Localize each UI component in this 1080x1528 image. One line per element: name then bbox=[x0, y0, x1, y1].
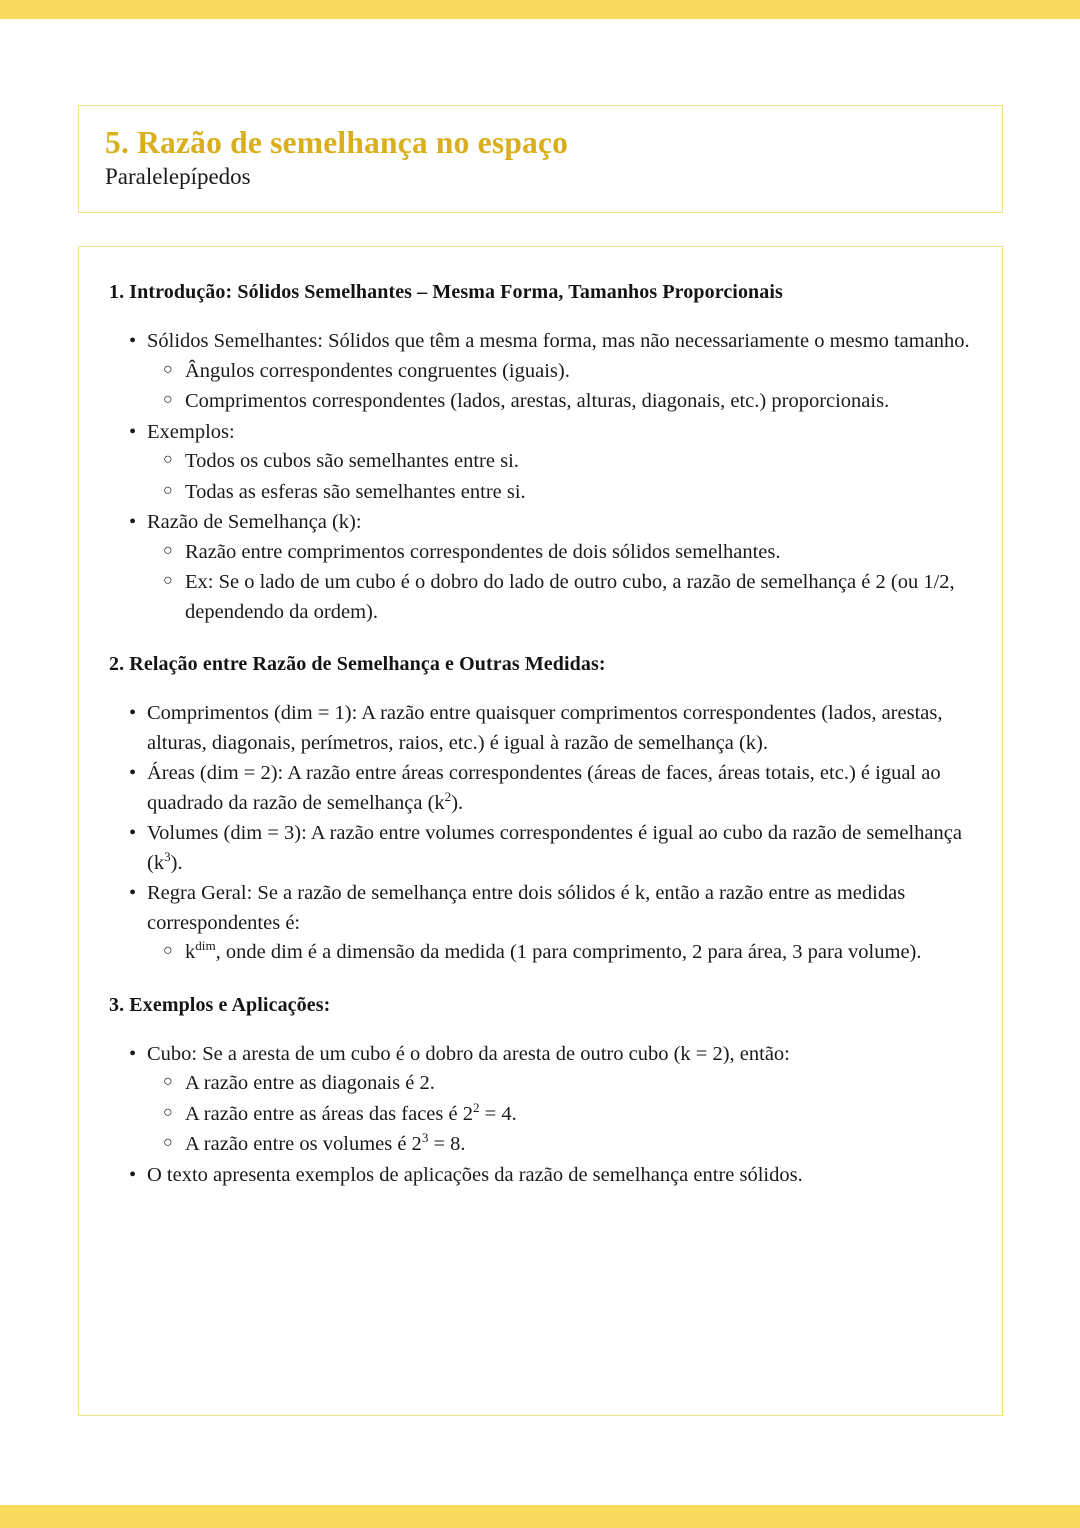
sub-list-item bbox=[147, 568, 972, 627]
bullet-marker-icon: • bbox=[129, 882, 137, 905]
bullet-list bbox=[109, 327, 972, 627]
bullet-marker-icon: • bbox=[129, 511, 137, 534]
section-heading: 3. Exemplos e Aplicações: bbox=[109, 993, 331, 1016]
content-card bbox=[78, 246, 1003, 1416]
sub-list-item-text: A razão entre os volumes é $2^3 = 8$. bbox=[185, 1130, 466, 1156]
list-item-text: Comprimentos (dim = 1): A razão entre quaisquer comprimentos correspondentes (lados, arestas, alturas, diagonais, perímetros, raios, etc.) é igual à razão de semelhança (k). bbox=[147, 702, 943, 754]
sub-list-item-text: Todos os cubos são semelhantes entre si. bbox=[185, 450, 519, 473]
list-item-text: O texto apresenta exemplos de aplicações da razão de semelhança entre sólidos. bbox=[147, 1163, 803, 1186]
bullet-marker-icon: • bbox=[129, 822, 137, 845]
top-accent-band bbox=[0, 0, 1080, 19]
list-item bbox=[109, 699, 972, 758]
list-item-text: Exemplos: bbox=[147, 420, 235, 443]
sub-list-item bbox=[147, 478, 972, 508]
sub-list-item bbox=[147, 1100, 972, 1130]
sub-list-item-text: Ângulos correspondentes congruentes (iguais). bbox=[185, 359, 570, 382]
sub-bullet-marker-icon: ○ bbox=[163, 481, 173, 499]
sub-list-item-text: Todas as esferas são semelhantes entre si. bbox=[185, 480, 526, 503]
list-item-text: Volumes (dim = 3): A razão entre volumes correspondentes é igual ao cubo da razão de semelhança $(k^3)$. bbox=[147, 822, 962, 874]
bullet-marker-icon: • bbox=[129, 330, 137, 352]
sub-bullet-marker-icon: ○ bbox=[163, 1134, 173, 1152]
sub-bullet-list bbox=[147, 938, 972, 968]
list-item-text: Cubo: Se a aresta de um cubo é o dobro da aresta de outro cubo (k = 2), então: bbox=[147, 1042, 790, 1065]
sub-list-item-text: Comprimentos correspondentes (lados, arestas, alturas, diagonais, etc.) proporcionais. bbox=[185, 390, 890, 413]
sub-list-item-text: A razão entre as diagonais é 2. bbox=[185, 1072, 435, 1095]
list-item bbox=[109, 327, 972, 417]
sub-list-item bbox=[147, 1069, 972, 1099]
bottom-accent-band bbox=[0, 1505, 1080, 1528]
bullet-marker-icon: • bbox=[129, 1042, 137, 1065]
sub-bullet-list bbox=[147, 538, 972, 628]
list-item bbox=[109, 819, 972, 878]
sub-bullet-marker-icon: ○ bbox=[163, 360, 173, 378]
sub-list-item-text: A razão entre as áreas das faces é $2^2 = 4$. bbox=[185, 1100, 517, 1125]
sub-list-item bbox=[147, 538, 972, 568]
sub-list-item bbox=[147, 447, 972, 477]
list-item-text: Sólidos Semelhantes: Sólidos que têm a mesma forma, mas não necessariamente o mesmo tamanho. bbox=[147, 330, 970, 352]
page-title: 5. Razão de semelhança no espaço bbox=[105, 125, 569, 160]
sub-list-item bbox=[147, 938, 972, 968]
bullet-marker-icon: • bbox=[129, 762, 137, 785]
bullet-list bbox=[109, 1040, 972, 1191]
section bbox=[109, 651, 972, 968]
sub-bullet-marker-icon: ○ bbox=[163, 1103, 173, 1121]
list-item-text: Regra Geral: Se a razão de semelhança entre dois sólidos é k, então a razão entre as medidas correspondentes é: bbox=[147, 882, 906, 934]
list-item bbox=[109, 1161, 972, 1191]
bullet-marker-icon: • bbox=[129, 702, 137, 725]
sections-container bbox=[109, 279, 972, 1190]
sub-list-item-text: $k^{dim}$, onde dim é a dimensão da medida (1 para comprimento, 2 para área, 3 para volume). bbox=[185, 938, 922, 964]
section-heading: 1. Introdução: Sólidos Semelhantes – Mesma Forma, Tamanhos Proporcionais bbox=[109, 281, 783, 303]
list-item-text: Razão de Semelhança (k): bbox=[147, 511, 362, 534]
sub-bullet-list bbox=[147, 1069, 972, 1160]
sub-bullet-marker-icon: ○ bbox=[163, 572, 173, 590]
sub-list-item-text: Ex: Se o lado de um cubo é o dobro do lado de outro cubo, a razão de semelhança é 2 (ou 1/2, dependendo da ordem). bbox=[185, 571, 955, 623]
bullet-list bbox=[109, 699, 972, 968]
sub-list-item bbox=[147, 387, 972, 417]
list-item bbox=[109, 759, 972, 818]
sub-list-item bbox=[147, 357, 972, 387]
sub-list-item bbox=[147, 1130, 972, 1160]
sub-bullet-marker-icon: ○ bbox=[163, 541, 173, 559]
list-item bbox=[109, 879, 972, 968]
sub-list-item-text: Razão entre comprimentos correspondentes de dois sólidos semelhantes. bbox=[185, 540, 781, 563]
sub-bullet-marker-icon: ○ bbox=[163, 451, 173, 469]
section bbox=[109, 992, 972, 1191]
list-item bbox=[109, 1040, 972, 1160]
title-card bbox=[78, 105, 1003, 213]
sub-bullet-marker-icon: ○ bbox=[163, 942, 173, 960]
page-subtitle: Paralelepípedos bbox=[105, 164, 251, 190]
sub-bullet-marker-icon: ○ bbox=[163, 391, 173, 409]
list-item-text: Áreas (dim = 2): A razão entre áreas correspondentes (áreas de faces, áreas totais, etc.) é igual ao quadrado da razão de semelhança $(k^2)$. bbox=[147, 762, 941, 814]
sub-bullet-marker-icon: ○ bbox=[163, 1073, 173, 1091]
sub-bullet-list bbox=[147, 447, 972, 507]
section bbox=[109, 279, 972, 627]
list-item bbox=[109, 418, 972, 508]
sub-bullet-list bbox=[147, 357, 972, 417]
section-heading: 2. Relação entre Razão de Semelhança e Outras Medidas: bbox=[109, 653, 606, 676]
list-item bbox=[109, 508, 972, 627]
bullet-marker-icon: • bbox=[129, 420, 137, 443]
bullet-marker-icon: • bbox=[129, 1163, 137, 1186]
